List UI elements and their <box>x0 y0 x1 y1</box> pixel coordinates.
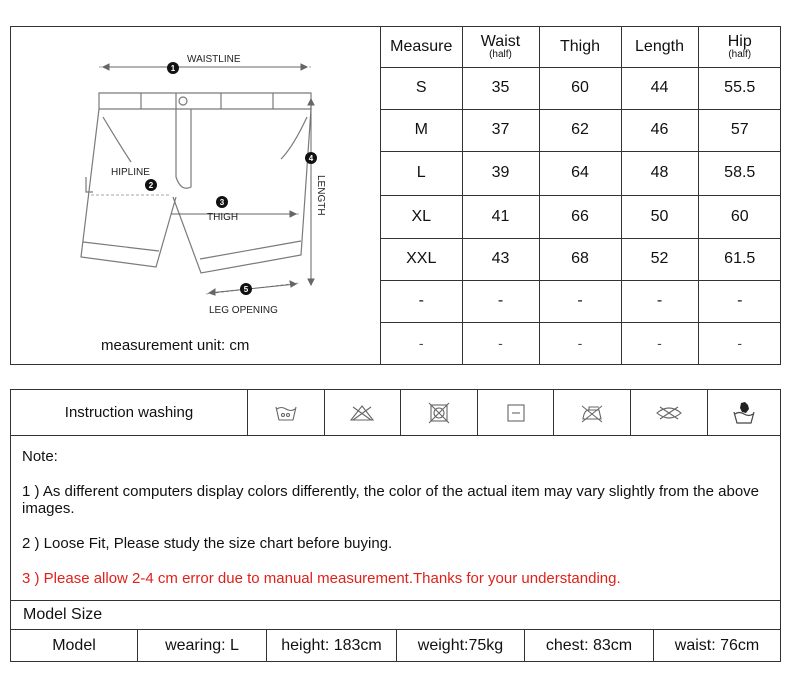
waist-cell: 43 <box>462 238 539 280</box>
model-size-label: Model Size <box>11 600 780 630</box>
marker-1: 1 <box>170 64 176 73</box>
size-cell: XXL <box>381 238 462 280</box>
thigh-cell: 66 <box>539 195 621 238</box>
model-info-row <box>11 630 780 661</box>
model-chest-cell: chest: 83cm <box>525 630 654 661</box>
header-length: Length <box>621 27 698 67</box>
waist-cell: 37 <box>462 109 539 151</box>
hip-cell: 58.5 <box>698 151 781 195</box>
note-line-2: 2 ) Loose Fit, Please study the size chart before buying. <box>22 535 393 552</box>
do-not-tumble-dry-icon <box>401 390 478 435</box>
header-hip: Hip (half) <box>698 27 781 67</box>
length-cell: 52 <box>621 238 698 280</box>
shorts-diagram <box>11 27 381 364</box>
waistline-label: WAISTLINE <box>187 54 241 65</box>
length-cell: 48 <box>621 151 698 195</box>
dry-flat-icon <box>478 390 555 435</box>
size-cell: XL <box>381 195 462 238</box>
thigh-cell: - <box>539 322 621 364</box>
marker-4: 4 <box>308 154 314 163</box>
waist-cell: 35 <box>462 67 539 109</box>
model-height-cell: height: 183cm <box>267 630 397 661</box>
do-not-iron-icon <box>554 390 631 435</box>
marker-5: 5 <box>243 285 249 294</box>
waist-cell: - <box>462 322 539 364</box>
hip-cell: - <box>698 322 781 364</box>
model-cell: Model <box>11 630 138 661</box>
thigh-cell: 62 <box>539 109 621 151</box>
waist-cell: 41 <box>462 195 539 238</box>
length-cell: - <box>621 280 698 322</box>
header-waist: Waist (half) <box>462 27 539 67</box>
measurement-unit-text: measurement unit: cm <box>101 337 250 354</box>
hand-wash-only-icon <box>708 390 780 435</box>
table-row <box>381 280 781 322</box>
washing-instructions-row <box>11 390 780 436</box>
hipline-label: HIPLINE <box>111 167 150 178</box>
length-cell: 46 <box>621 109 698 151</box>
notes-section <box>22 448 772 605</box>
marker-circles <box>145 62 317 295</box>
hip-cell: 60 <box>698 195 781 238</box>
hip-cell: 61.5 <box>698 238 781 280</box>
waist-cell: 39 <box>462 151 539 195</box>
size-chart-block <box>10 26 781 365</box>
do-not-bleach-icon <box>325 390 402 435</box>
size-table <box>381 27 781 364</box>
table-row <box>381 238 781 280</box>
size-cell: S <box>381 67 462 109</box>
note-line-3: 3 ) Please allow 2-4 cm error due to manual measurement.Thanks for your understanding. <box>22 570 621 587</box>
header-thigh: Thigh <box>539 27 621 67</box>
thigh-label: THIGH <box>207 212 239 223</box>
thigh-cell: 68 <box>539 238 621 280</box>
length-cell: 50 <box>621 195 698 238</box>
note-line-1: 1 ) As different computers display colors differently, the color of the actual item may vary slightly from the above images. <box>22 483 760 517</box>
length-cell: - <box>621 322 698 364</box>
length-cell: 44 <box>621 67 698 109</box>
shorts-outline-drawing <box>11 27 381 327</box>
thigh-cell: 64 <box>539 151 621 195</box>
length-label: LENGTH <box>315 175 326 216</box>
thigh-cell: - <box>539 280 621 322</box>
size-cell: M <box>381 109 462 151</box>
size-cell: - <box>381 280 462 322</box>
model-wearing-cell: wearing: L <box>138 630 267 661</box>
size-cell: L <box>381 151 462 195</box>
table-row <box>381 322 781 364</box>
leg-opening-label: LEG OPENING <box>209 305 278 316</box>
note-title: Note: <box>22 448 58 465</box>
thigh-cell: 60 <box>539 67 621 109</box>
do-not-dry-clean-icon <box>631 390 708 435</box>
model-waist-cell: waist: 76cm <box>674 636 760 654</box>
waist-cell: - <box>462 280 539 322</box>
table-row <box>381 67 781 109</box>
table-row <box>381 195 781 238</box>
size-cell: - <box>381 322 462 364</box>
table-row <box>381 109 781 151</box>
header-measure: Measure <box>381 27 462 67</box>
marker-2: 2 <box>148 181 154 190</box>
size-table-header-row <box>381 27 781 67</box>
hip-cell: 57 <box>698 109 781 151</box>
marker-3: 3 <box>219 198 225 207</box>
washing-notes-block <box>10 389 781 662</box>
hip-cell: - <box>698 280 781 322</box>
washing-label: Instruction washing <box>11 390 248 435</box>
model-weight-cell: weight:75kg <box>397 630 525 661</box>
hip-cell: 55.5 <box>698 67 781 109</box>
hand-wash-icon <box>248 390 325 435</box>
table-row <box>381 151 781 195</box>
